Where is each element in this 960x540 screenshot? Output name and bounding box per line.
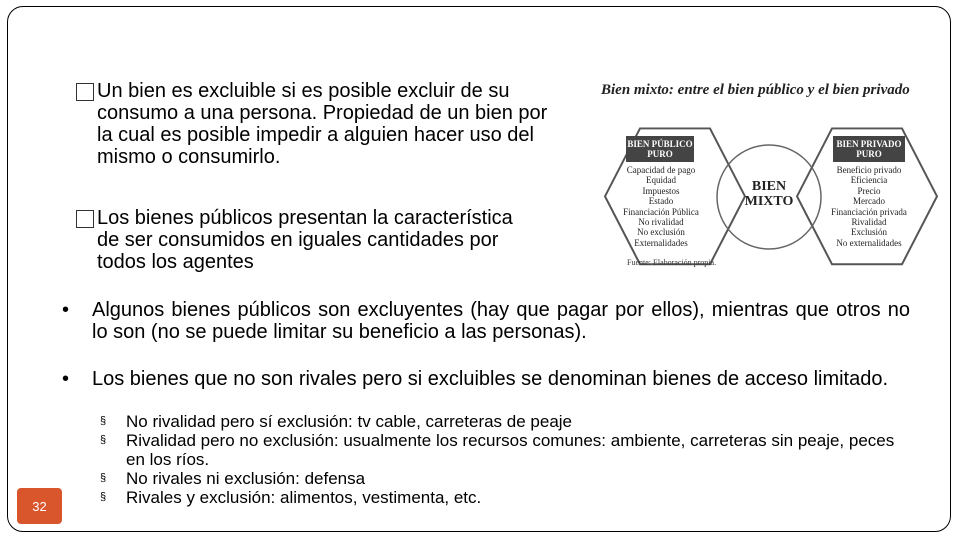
sub-bullet-text: No rivalidad pero sí exclusión: tv cable, carreteras de peaje (126, 412, 573, 431)
square-bullet-icon (76, 210, 94, 228)
list-item: No externalidades (836, 237, 902, 248)
main-bullet-text: Los bienes que no son rivales pero si excluibles se denominan bienes de acceso limitado. (92, 368, 889, 390)
list-item: Financiación privada (831, 206, 907, 217)
figure-source: Fuente: Elaboración propia. (627, 258, 717, 267)
list-item: Precio (857, 185, 881, 196)
list-item: No rivalidad (638, 217, 684, 228)
top-bullet-list (76, 80, 556, 273)
slide-number-badge: 32 (17, 488, 62, 524)
right-hex-items (819, 165, 919, 248)
sub-bullet-text: Rivales y exclusión: alimentos, vestimenta, etc. (126, 488, 482, 507)
sub-bullet-text: No rivales ni exclusión: defensa (126, 469, 366, 488)
main-bullet-text: Algunos bienes públicos son excluyentes (hay que pagar por ellos), mientras que otros no lo son (no se puede limitar su beneficio a las personas). (92, 299, 910, 343)
square-bullet-icon (76, 83, 94, 101)
list-item: Eficiencia (850, 175, 888, 186)
section-bullet-icon: § (100, 472, 107, 484)
sub-bullet-list (100, 412, 912, 507)
list-item: Impuestos (642, 185, 680, 196)
sub-bullet-item (100, 469, 912, 488)
list-item: Financiación Pública (623, 206, 699, 217)
bullet-icon: • (62, 299, 70, 321)
sub-bullet-item (100, 431, 912, 469)
bullet-icon: • (62, 368, 70, 390)
list-item: Exclusión (851, 227, 887, 238)
sub-bullet-item (100, 488, 912, 507)
section-bullet-icon: § (100, 491, 107, 503)
list-item: Beneficio privado (836, 165, 902, 175)
list-item: Estado (648, 196, 674, 207)
right-hex-header: BIEN PRIVADO PURO (836, 139, 902, 159)
section-bullet-icon: § (100, 434, 107, 446)
top-bullet-publicos (76, 207, 516, 273)
main-bullet-acceso-limitado (60, 368, 910, 390)
list-item: Mercado (853, 196, 885, 207)
figure-title: Bien mixto: entre el bien público y el bien privado (601, 82, 910, 98)
list-item: Capacidad de pago (626, 165, 696, 175)
bien-mixto-diagram (597, 80, 942, 272)
top-bullet-text: Un bien es excluible si es posible excluir de su consumo a una persona. Propiedad de un bien por la cual es posible impedir a alguien hacer uso del mismo o consumirlo. (97, 80, 548, 168)
sub-bullet-item (100, 412, 912, 431)
top-bullet-excluible (76, 80, 556, 168)
left-hex-items (611, 165, 711, 248)
list-item: Externalidades (634, 237, 688, 248)
left-hex-header: BIEN PÚBLICO PURO (627, 139, 693, 159)
top-bullet-text: Los bienes públicos presentan la característica de ser consumidos en iguales cantidades por todos los agentes (97, 207, 513, 273)
list-item: Equidad (646, 175, 676, 186)
section-bullet-icon: § (100, 415, 107, 427)
list-item: Rivalidad (851, 217, 887, 228)
main-bullet-excluyentes (60, 299, 910, 343)
center-label: BIEN MIXTO (744, 179, 794, 209)
sub-bullet-text: Rivalidad pero no exclusión: usualmente los recursos comunes: ambiente, carreteras sin peaje, peces en los ríos. (126, 431, 895, 469)
list-item: No exclusión (637, 227, 685, 238)
